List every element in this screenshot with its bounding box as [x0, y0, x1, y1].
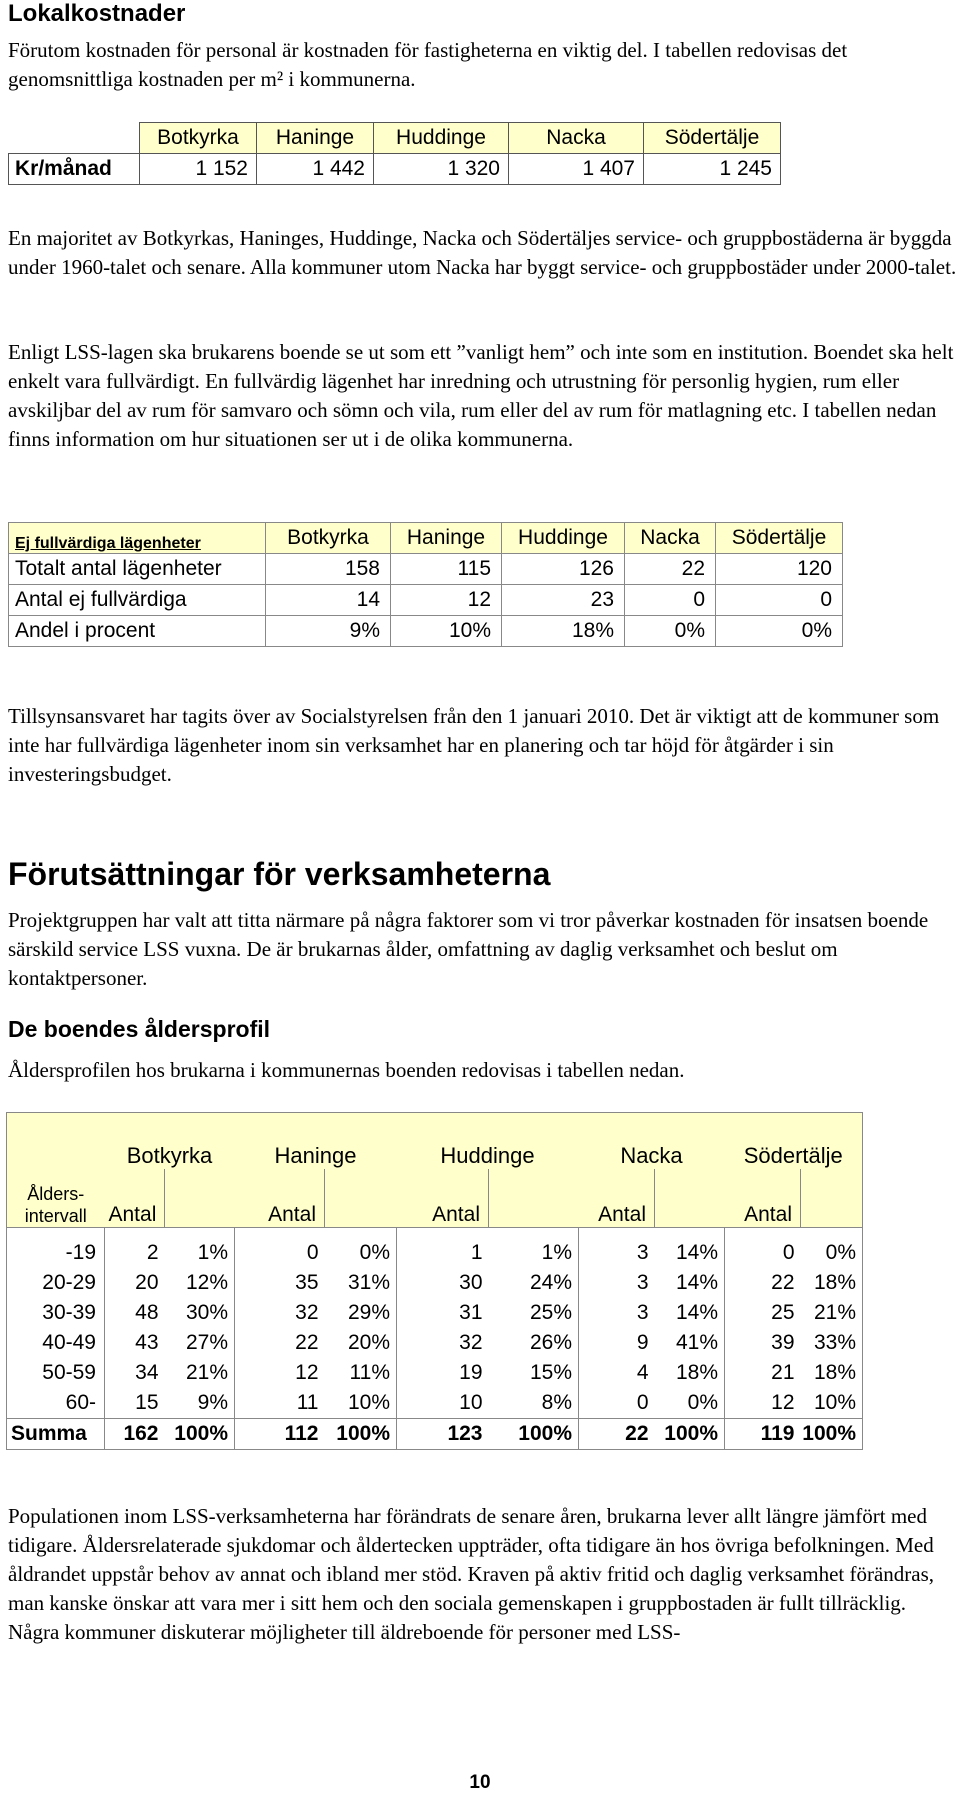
age-percent-cell: 29% [347, 1301, 390, 1324]
cost-table [8, 122, 781, 185]
age-interval-cell: 20-29 [42, 1271, 96, 1294]
age-count-cell: 9 [579, 1328, 655, 1358]
age-profile-table [6, 1112, 863, 1450]
cost-table-corner [9, 123, 140, 154]
paragraph-population: Populationen inom LSS-verksamheterna har förändrats de senare åren, brukarna lever allt längre jämfört med tidigare. Åldersrelaterade sjukdomar och åldertecken uppträder, ofta tidigare än hos övriga befolkningen. Med åldrandet uppstår behov av annat och ibland mer stöd. Kraven på aktiv fritid och daglig verksamhet förändras, man kanske önskar att vara mer i sitt hem och den sociala gemenskapen i gruppbostaden är fullt tillräcklig. Några kommuner diskuterar möjligheter till äldreboende för personer med LSS- [8, 1504, 935, 1644]
age-count-cell: 3 [579, 1298, 655, 1328]
apartments-table-cell: 14 [266, 585, 391, 616]
apartments-table-row-label: Andel i procent [9, 616, 266, 647]
age-percent-cell: 25% [529, 1301, 572, 1324]
cost-table-cell: 1 407 [509, 154, 644, 185]
age-table-col-header: Södertälje [725, 1113, 863, 1170]
age-count-cell: 31 [397, 1298, 489, 1328]
age-percent-cell: 41% [675, 1331, 718, 1354]
age-percent-cell: 12% [185, 1271, 228, 1294]
count-label: Antal [579, 1169, 655, 1228]
age-percent-cell: 18% [675, 1361, 718, 1384]
age-percent-cell: 0% [359, 1241, 390, 1264]
age-percent-cell: 24% [529, 1271, 572, 1294]
age-percent-cell: 100% [489, 1419, 579, 1450]
age-interval-label-line2: intervall [24, 1206, 87, 1226]
apartments-table-cell: 158 [266, 554, 391, 585]
apartments-table-row-label: Antal ej fullvärdiga [9, 585, 266, 616]
apartments-table-col-header: Södertälje [716, 523, 843, 554]
apartments-table-header-label: Ej fullvärdiga lägenheter [9, 523, 266, 554]
age-percent-cell: 18% [813, 1271, 856, 1294]
age-table-row [7, 1388, 863, 1419]
age-count-cell: 4 [579, 1358, 655, 1388]
paragraph-aldersprofil-intro: Åldersprofilen hos brukarna i kommunernas boenden redovisas i tabellen nedan. [8, 1058, 685, 1082]
age-percent-cell: 9% [197, 1391, 228, 1414]
age-interval-label [7, 1169, 105, 1228]
age-percent-cell: 100% [655, 1419, 725, 1450]
age-count-cell: 0 [235, 1228, 325, 1269]
age-count-cell: 22 [235, 1328, 325, 1358]
age-percent-cell: 30% [185, 1301, 228, 1324]
age-table-subheader-row [7, 1169, 863, 1228]
age-count-cell: 12 [235, 1358, 325, 1388]
age-table-municipality-row [7, 1113, 863, 1170]
age-count-cell: 0 [725, 1228, 801, 1269]
page-number: 10 [469, 1772, 491, 1793]
age-count-cell: 43 [105, 1328, 165, 1358]
apartments-table-col-header: Botkyrka [266, 523, 391, 554]
age-percent-cell: 10% [813, 1391, 856, 1414]
age-table-row [7, 1358, 863, 1388]
age-count-cell: 19 [397, 1358, 489, 1388]
cost-table-col-header: Södertälje [644, 123, 781, 154]
age-count-cell: 32 [397, 1328, 489, 1358]
age-percent-cell: 33% [813, 1331, 856, 1354]
age-count-cell: 119 [725, 1419, 801, 1450]
apartments-table-row [9, 554, 843, 585]
cost-table-col-header: Haninge [257, 123, 374, 154]
age-interval-cell: -19 [65, 1241, 96, 1264]
apartments-table-cell: 12 [391, 585, 502, 616]
apartments-table [8, 522, 843, 647]
age-percent-cell: 18% [813, 1361, 856, 1384]
age-table-col-header: Haninge [235, 1113, 397, 1170]
paragraph-supervision: Tillsynsansvaret har tagits över av Socialstyrelsen från den 1 januari 2010. Det är viktigt att de kommuner som inte har fullvärdiga lägenheter inom sin verksamhet har en planering och tar höjd för åtgärder i sin investeringsbudget. [8, 704, 940, 786]
cost-table-col-header: Nacka [509, 123, 644, 154]
age-table-body [7, 1228, 863, 1450]
age-interval-cell: 50-59 [42, 1361, 96, 1384]
age-percent-cell: 14% [675, 1241, 718, 1264]
age-count-cell: 21 [725, 1358, 801, 1388]
cost-table-cell: 1 320 [374, 154, 509, 185]
age-count-cell: 34 [105, 1358, 165, 1388]
age-count-cell: 3 [579, 1228, 655, 1269]
age-percent-cell: 0% [825, 1241, 856, 1264]
age-count-cell: 11 [235, 1388, 325, 1419]
age-table-row [7, 1268, 863, 1298]
apartments-table-row [9, 585, 843, 616]
age-percent-cell: 8% [541, 1391, 572, 1414]
apartments-table-cell: 115 [391, 554, 502, 585]
age-count-cell: 3 [579, 1268, 655, 1298]
age-percent-cell: 100% [801, 1419, 863, 1450]
age-count-cell: 12 [725, 1388, 801, 1419]
apartments-table-row-label: Totalt antal lägenheter [9, 554, 266, 585]
cost-table-col-header: Botkyrka [140, 123, 257, 154]
age-interval-cell: 40-49 [42, 1331, 96, 1354]
age-count-cell: 48 [105, 1298, 165, 1328]
age-percent-cell: 100% [325, 1419, 397, 1450]
apartments-table-col-header: Huddinge [502, 523, 625, 554]
age-percent-cell: 15% [529, 1361, 572, 1384]
section-heading-forutsattningar: Förutsättningar för verksamheterna [8, 856, 551, 892]
age-percent-cell: 14% [675, 1301, 718, 1324]
age-count-cell: 32 [235, 1298, 325, 1328]
age-percent-cell: 27% [185, 1331, 228, 1354]
cost-table-header-row [9, 123, 781, 154]
age-table-col-header: Huddinge [397, 1113, 579, 1170]
age-count-cell: 10 [397, 1388, 489, 1419]
age-count-cell: 22 [579, 1419, 655, 1450]
age-percent-cell: 1% [541, 1241, 572, 1264]
apartments-table-cell: 22 [625, 554, 716, 585]
age-count-cell: 123 [397, 1419, 489, 1450]
apartments-table-cell: 0% [625, 616, 716, 647]
cost-table-cell: 1 152 [140, 154, 257, 185]
age-count-cell: 35 [235, 1268, 325, 1298]
age-table-row [7, 1328, 863, 1358]
age-count-cell: 162 [105, 1419, 165, 1450]
apartments-table-row [9, 616, 843, 647]
age-table-row [7, 1228, 863, 1269]
paragraph-majority: En majoritet av Botkyrkas, Haninges, Huddinge, Nacka och Södertäljes service- och gruppbostäderna är byggda under 1960-talet och senare. Alla kommuner utom Nacka har byggt service- och gruppbostäder under 2000-talet. [8, 226, 957, 279]
age-count-cell: 112 [235, 1419, 325, 1450]
apartments-table-col-header: Haninge [391, 523, 502, 554]
age-table-col-header: Nacka [579, 1113, 725, 1170]
cost-table-cell: 1 245 [644, 154, 781, 185]
age-percent-cell: 0% [687, 1391, 718, 1414]
paragraph-lss: Enligt LSS-lagen ska brukarens boende se ut som ett ”vanligt hem” och inte som en institution. Boendet ska helt enkelt vara fullvärdigt. En fullvärdig lägenhet har inredning och utrustning för personlig hygien, rum eller avskiljbar del av rum för samvaro och sömn och vila, rum eller del av rum för matlagning etc. I tabellen nedan finns information om hur situationen ser ut i de olika kommunerna. [8, 340, 954, 451]
apartments-table-cell: 10% [391, 616, 502, 647]
subheading-aldersprofil: De boendes åldersprofil [8, 1016, 271, 1042]
apartments-table-cell: 23 [502, 585, 625, 616]
apartments-table-cell: 0 [625, 585, 716, 616]
age-interval-cell: 60- [65, 1391, 96, 1414]
section-heading-lokalkostnader: Lokalkostnader [8, 0, 186, 27]
age-count-cell: 20 [105, 1268, 165, 1298]
age-table-corner [7, 1113, 105, 1170]
age-percent-cell: 21% [185, 1361, 228, 1384]
age-interval-cell: Summa [7, 1419, 105, 1450]
apartments-table-cell: 0 [716, 585, 843, 616]
apartments-table-cell: 9% [266, 616, 391, 647]
cost-table-row-label: Kr/månad [9, 154, 140, 185]
age-interval-label-line1: Ålders- [27, 1184, 85, 1204]
age-percent-cell: 10% [347, 1391, 390, 1414]
count-label: Antal [397, 1169, 489, 1228]
age-count-cell: 15 [105, 1388, 165, 1419]
age-count-cell: 39 [725, 1328, 801, 1358]
apartments-table-header-row [9, 523, 843, 554]
age-count-cell: 22 [725, 1268, 801, 1298]
paragraph-forutsattningar-intro: Projektgruppen har valt att titta närmare på några faktorer som vi tror påverkar kostnaden för insatsen boende särskild service LSS vuxna. De är brukarnas ålder, omfattning av daglig verksamhet och beslut om kontaktpersoner. [8, 908, 929, 990]
age-interval-cell: 30-39 [42, 1301, 96, 1324]
apartments-table-cell: 0% [716, 616, 843, 647]
age-percent-cell: 14% [675, 1271, 718, 1294]
age-table-col-header: Botkyrka [105, 1113, 235, 1170]
age-percent-cell: 26% [529, 1331, 572, 1354]
age-count-cell: 0 [579, 1388, 655, 1419]
paragraph-lokalkostnader-intro: Förutom kostnaden för personal är kostnaden för fastigheterna en viktig del. I tabellen redovisas det genomsnittliga kostnaden per m² i kommunerna. [8, 38, 848, 91]
count-label: Antal [105, 1169, 165, 1228]
count-label: Antal [235, 1169, 325, 1228]
age-percent-cell: 31% [347, 1271, 390, 1294]
apartments-table-col-header: Nacka [625, 523, 716, 554]
apartments-table-cell: 18% [502, 616, 625, 647]
apartments-table-cell: 120 [716, 554, 843, 585]
age-count-cell: 30 [397, 1268, 489, 1298]
age-count-cell: 25 [725, 1298, 801, 1328]
age-percent-cell: 100% [165, 1419, 235, 1450]
age-percent-cell: 11% [349, 1361, 390, 1384]
cost-table-col-header: Huddinge [374, 123, 509, 154]
age-percent-cell: 1% [197, 1241, 228, 1264]
age-table-row [7, 1298, 863, 1328]
cost-table-cell: 1 442 [257, 154, 374, 185]
age-count-cell: 2 [105, 1228, 165, 1269]
age-percent-cell: 21% [813, 1301, 856, 1324]
age-count-cell: 1 [397, 1228, 489, 1269]
age-table-sum-row [7, 1419, 863, 1450]
apartments-table-cell: 126 [502, 554, 625, 585]
cost-table-row [9, 154, 781, 185]
age-percent-cell: 20% [347, 1331, 390, 1354]
count-label: Antal [725, 1169, 801, 1228]
